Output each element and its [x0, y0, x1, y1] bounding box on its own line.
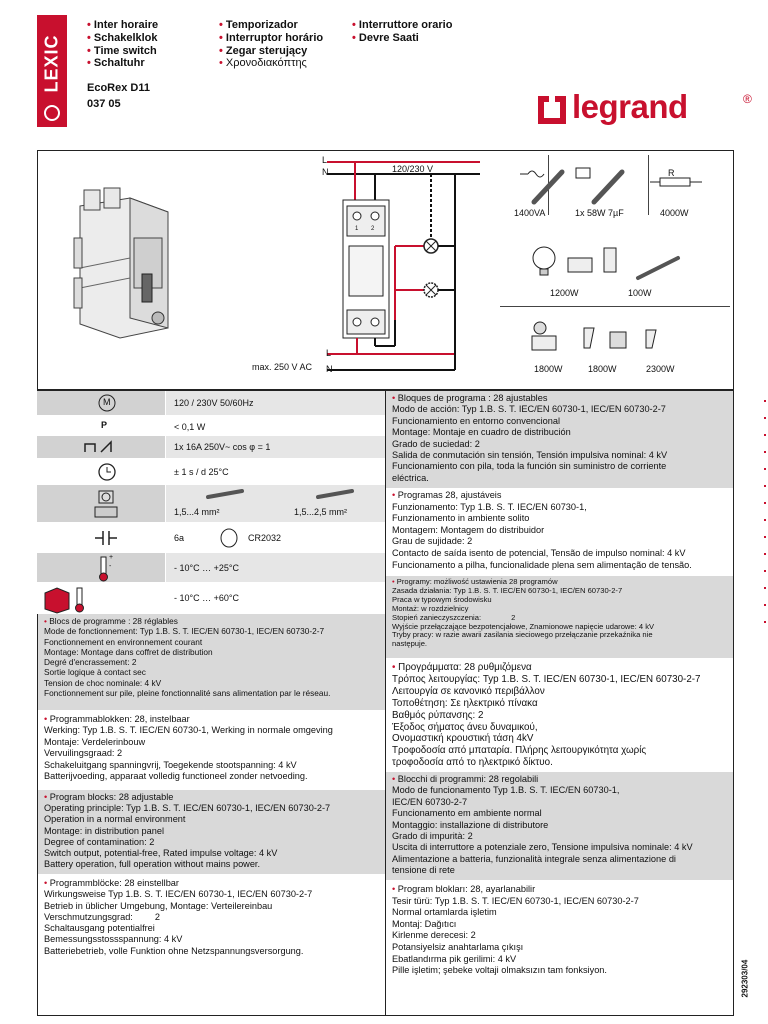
legrand-wordmark: legrand [572, 88, 688, 125]
model-ref: 037 05 [87, 98, 121, 110]
load-icons-row2 [528, 238, 688, 288]
load-4000w: 4000W [660, 208, 689, 218]
legrand-mark-icon [538, 96, 566, 124]
battery-icon [37, 523, 165, 553]
section-es: • Bloques de programa : 28 ajustables Modo de acción: Typ 1.B. S. T. IEC/EN 60730-1, IEC/EN 60730-2-7 Funcionamiento en entorno convencional Montage: Montaje en cuadro de distribución Grado de suciedad: 2 Salida de conmutación sin tensión, Tensión impulsiva nominal: 4 kV Funcionamiento con pila, toda la función sin suministro de corriente eléctrica. [386, 391, 733, 488]
coin-cell-icon [218, 527, 240, 549]
temp-minus: - [109, 563, 112, 570]
spec-row-cables [37, 485, 385, 523]
spec-battery-life: 6a [174, 533, 185, 543]
section-pt: • Programas 28, ajustáveis Funzionamento: Typ 1.B. S. T. IEC/EN 60730-1, Funzionamento in ambiente solito Montagem: Montagem do distribuidor Grau de sujidade: 2 Contacto de saída isento de potencial, Tensão de impulso nominal: 4 kV Funcionamento a pilha, funcionalidade plena sem alimentação de tensão. [386, 488, 733, 576]
registered-mark: ® [743, 92, 752, 106]
lexic-brand-bar [37, 15, 67, 127]
title-es: • Temporizador [219, 19, 323, 32]
spec-contact: 1x 16A 250V~ cos φ = 1 [174, 442, 271, 452]
spec-cable-stranded: 1,5...2,5 mm² [294, 507, 348, 517]
section-en: • Program blocks: 28 adjustable Operating principle: Typ 1.B. S. T. IEC/EN 60730-1, IEC/EN 60730-2-7 Operation in a normal environment Montage: in distribution panel Degree of contamination: 2 Switch output, potential-free, Rated impulse voltage: 4 kV Battery operation, full operation without mains power. [38, 790, 385, 874]
diagram-L2: L [326, 348, 332, 358]
section-tr: • Program blokları: 28, ayarlanabilir Tesir türü: Typ 1.B. S. T. IEC/EN 60730-1, IEC/EN 60730-2-7 Normal ortamlarda işletim Montaj: Dağıtıcı Kirlenme derecesi: 2 Potansiyelsiz anahtarlama çıkışı Ebatlandırma pik gerilimi: 4 kV Pille işletim; şebeke voltaji olmaksızın tam fonksiyon. [386, 882, 733, 982]
storage-box-icon [37, 583, 165, 614]
section-gr: • Προγράμματα: 28 ρυθμιζόμενα Τρόπος λειτουργίας: Typ 1.B. S. T. IEC/EN 60730-1, IEC/EN 60730-2-7 Λειτουργία σε κανονικό περιβάλλον Τοποθέτηση: Σε ηλεκτρικό πίνακα Βαθμός ρύπανσης: 2 Έξοδος σήματος άνευ δυναμικού, Ονομαστική κρουστική τάση 4kV Τροφοδοσία από μπαταρία. Πλήρης λειτουργικότητα χωρίς τροφοδοσία από το ηλεκτρικό δίκτυο. [386, 660, 733, 772]
load-1800w-a: 1800W [534, 364, 563, 374]
model-name: EcoRex D11 [87, 82, 150, 94]
diagram-supply: 120/230 V [392, 164, 434, 174]
margin-marks [764, 400, 767, 638]
wiring-diagram [315, 150, 480, 380]
title-pl: • Zegar sterujący [219, 45, 323, 58]
stranded-wire-icon [316, 487, 356, 501]
lexic-label: LEXIC [41, 34, 62, 93]
device-illustration [60, 178, 190, 348]
spec-row-power [37, 416, 385, 436]
spec-temp-op: - 10°C … +25°C [174, 563, 239, 573]
section-fr: • Blocs de programme : 28 réglables Mode de fonctionnement: Typ 1.B. S. T. IEC/EN 60730-1, IEC/EN 60730-2-7 Fonctionnement en environnement courant Montage: Montage dans coffret de distribution Degré d'encrassement: 2 Sortie logique à contact sec Tension de choc nominale: 4 kV Fonctionnement sur pile, pleine fonctionnalité sans alimentation par le réseau. [38, 614, 385, 710]
section-nl: • Programmablokken: 28, instelbaar Werking: Typ 1.B. S. T. IEC/EN 60730-1, Werking in normale omgeving Montaje: Verdelerinbouw Vervuilingsgraad: 2 Schakeluitgang spanningvrij, Toegekende stootspanning: 4 kV Batterijvoeding, apparaat volledig functioneel zonder netvoeding. [38, 712, 385, 790]
spec-temp-store: - 10°C … +60°C [174, 593, 239, 603]
load-icons-row3 [528, 318, 678, 356]
title-pt: • Interruptor horário [219, 32, 323, 45]
title-de: • Schaltuhr [87, 57, 158, 70]
spec-row-temp-op [37, 553, 385, 583]
spec-row-accuracy [37, 459, 385, 485]
spec-supply: 120 / 230V 50/60Hz [174, 398, 254, 408]
load-58w: 1x 58W 7µF [575, 208, 624, 218]
power-label: P [101, 420, 108, 430]
diagram-L: L [322, 155, 328, 165]
title-gr: • Χρονοδιακόπτης [219, 57, 323, 70]
load-2300w: 2300W [646, 364, 675, 374]
title-tr: • Devre Saati [352, 32, 452, 45]
spec-battery-type: CR2032 [248, 533, 282, 543]
spec-row-supply [37, 391, 385, 416]
section-pl: • Programy: możliwość ustawienia 28 programów Zasada działania: Typ 1.B. S. T. IEC/EN 60730-1, IEC/EN 60730-2-7 Praca w typowym środowisku Montaż: w rozdzielnicy Stopień zanieczyszczenia: 2 Wyjście przełączające bezpotencjałowe, Znamionowe napięcie udarowe: 4 kV Tryby pracy: w razie awarii zasilania sieciowego przełączanie przekaźnika nie następuje. [386, 576, 733, 658]
spec-accuracy: ± 1 s / d 25°C [174, 467, 229, 477]
title-fr: • Inter horaire [87, 19, 158, 32]
load-1400va: 1400VA [514, 208, 546, 218]
clock-icon [37, 459, 165, 485]
motor-symbol-icon: M [103, 397, 111, 407]
title-en: • Time switch [87, 45, 158, 58]
lang-col-1 [87, 19, 158, 70]
load-icons-row1 [510, 162, 730, 210]
thermometer-icon [37, 553, 165, 583]
diagram-term1: 1 [355, 226, 359, 232]
spec-cable-solid: 1,5...4 mm² [174, 507, 220, 517]
title-nl: • Schakelklok [87, 32, 158, 45]
load-1200w: 1200W [550, 288, 579, 298]
contact-icon [37, 436, 165, 459]
section-de: • Programmblöcke: 28 einstellbar Wirkungsweise Typ 1.B. S. T. IEC/EN 60730-1, IEC/EN 60730-2-7 Betrieb in üblicher Umgebung, Montage: Verteilereinbau Verschmutzungsgrad: 2 Schaltausgang potentialfrei Bemessungsstossspannung: 4 kV Batteriebetrieb, volle Funktion ohne Netzspannungsversorgung. [38, 876, 385, 972]
lang-col-3 [352, 19, 452, 45]
terminal-screw-icon [37, 485, 165, 523]
resistor-R: R [668, 168, 675, 178]
lang-col-2 [219, 19, 323, 70]
spec-row-contact [37, 436, 385, 459]
diagram-max-voltage: max. 250 V AC [252, 362, 313, 372]
temp-plus: + [109, 554, 114, 561]
title-it: • Interruttore orario [352, 19, 452, 32]
doc-code: 292303/04 [740, 959, 750, 998]
load-100w: 100W [628, 288, 652, 298]
spec-row-temp-store [37, 583, 385, 614]
spec-power: < 0,1 W [174, 422, 206, 432]
diagram-N: N [322, 167, 329, 177]
solid-wire-icon [206, 487, 246, 501]
lexic-dot-icon [44, 105, 60, 121]
section-it: • Blocchi di programmi: 28 regolabili Modo de funcionamento Typ 1.B. S. T. IEC/EN 60730-1, IEC/EN 60730-2-7 Funcionamento em ambiente normal Montaggio: installazione di distributore Grado di impurità: 2 Uscita di interruttore a potenziale zero, Tensione impulsiva nominale: 4 kV Alimentazione a batteria, funzionalità integrale senza alimentazione di tensione di rete [386, 772, 733, 880]
load-1800w-b: 1800W [588, 364, 617, 374]
diagram-term2: 2 [371, 226, 375, 232]
diagram-N2: N [326, 364, 333, 374]
spec-row-battery [37, 523, 385, 553]
